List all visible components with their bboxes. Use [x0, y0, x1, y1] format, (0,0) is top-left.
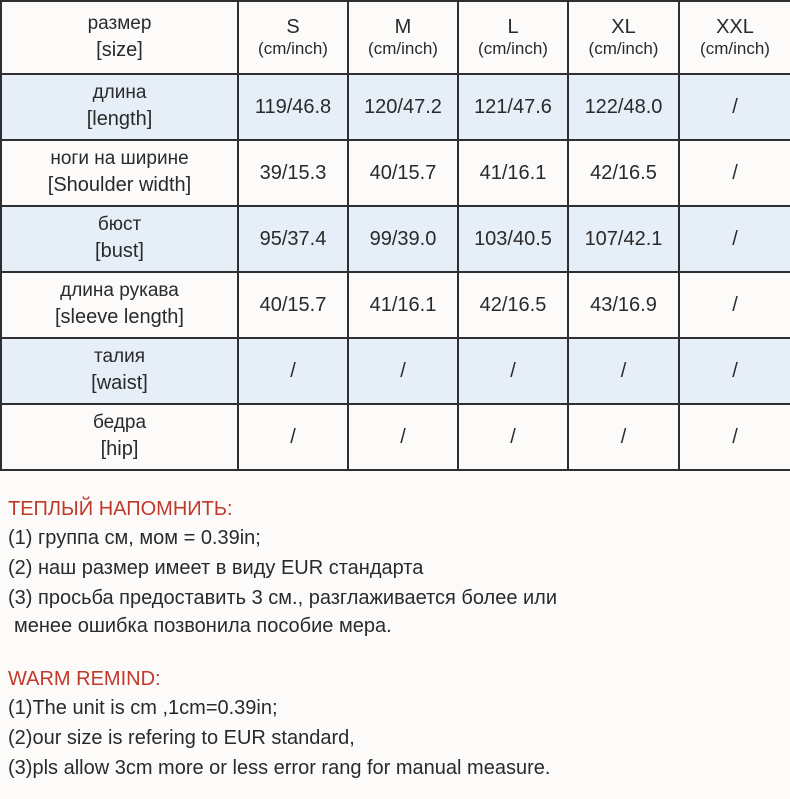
table-row-shoulder-width — [1, 140, 790, 206]
row-label — [1, 74, 238, 140]
notes-en-title: WARM REMIND: — [8, 668, 161, 690]
table-cell: / — [348, 404, 458, 470]
table-header-row — [1, 1, 790, 74]
row-label-en: [Shoulder width] — [47, 174, 192, 196]
table-cell: 122/48.0 — [568, 74, 679, 140]
table-cell: / — [458, 338, 568, 404]
row-label-ru: бюст — [97, 214, 142, 235]
size-unit: (cm/inch) — [588, 38, 659, 58]
row-label — [1, 404, 238, 470]
row-label — [1, 206, 238, 272]
row-label-en: [length] — [86, 108, 153, 130]
header-size-xxl — [679, 1, 790, 74]
table-cell: 40/15.7 — [348, 140, 458, 206]
table-cell: 43/16.9 — [568, 272, 679, 338]
header-label-en: [size] — [96, 38, 143, 61]
table-cell: / — [679, 206, 790, 272]
header-label-ru: размер — [87, 12, 152, 34]
table-cell: / — [238, 404, 348, 470]
header-size-label — [1, 1, 238, 74]
table-row-length — [1, 74, 790, 140]
header-size-l — [458, 1, 568, 74]
table-cell: / — [679, 338, 790, 404]
row-label-ru: длина — [92, 82, 147, 103]
table-cell: 40/15.7 — [238, 272, 348, 338]
table-row-hip — [1, 404, 790, 470]
size-name: XL — [611, 15, 636, 38]
table-cell: 39/15.3 — [238, 140, 348, 206]
size-unit: (cm/inch) — [478, 38, 548, 58]
table-cell: / — [348, 338, 458, 404]
notes-ru-line-1: (1) группа см, мом = 0.39in; — [8, 527, 261, 549]
row-label-en: [waist] — [91, 372, 148, 394]
table-cell: 99/39.0 — [348, 206, 458, 272]
table-cell: / — [679, 272, 790, 338]
table-cell: 107/42.1 — [568, 206, 679, 272]
row-label-en: [bust] — [95, 240, 144, 262]
notes-en-line-1: (1)The unit is cm ,1cm=0.39in; — [8, 697, 278, 719]
notes-en-line-2: (2)our size is refering to EUR standard, — [8, 727, 355, 749]
table-cell: 42/16.5 — [568, 140, 679, 206]
row-label — [1, 140, 238, 206]
size-name: XXL — [716, 15, 754, 38]
notes-ru-line-3: (3) просьба предоставить 3 см., разглаживается более или — [8, 587, 558, 609]
table-row-bust — [1, 206, 790, 272]
size-name: L — [507, 15, 519, 38]
table-cell: 41/16.1 — [348, 272, 458, 338]
table-cell: / — [679, 140, 790, 206]
row-label-en: [sleeve length] — [55, 306, 184, 328]
row-label-ru: талия — [93, 346, 146, 367]
table-cell: 41/16.1 — [458, 140, 568, 206]
table-cell: / — [568, 404, 679, 470]
notes-ru-title: ТЕПЛЫЙ НАПОМНИТЬ: — [8, 498, 233, 520]
row-label-ru: бедра — [92, 412, 147, 433]
size-name: S — [286, 15, 300, 38]
row-label — [1, 272, 238, 338]
size-unit: (cm/inch) — [700, 38, 770, 58]
notes-ru-line-4: менее ошибка позвонила пособие мера. — [14, 615, 392, 637]
header-size-m — [348, 1, 458, 74]
table-cell: / — [238, 338, 348, 404]
table-cell: / — [568, 338, 679, 404]
table-cell: / — [679, 74, 790, 140]
table-cell: 119/46.8 — [238, 74, 348, 140]
row-label-ru: ноги на ширине — [50, 148, 189, 169]
size-name: M — [394, 15, 412, 38]
notes-ru-line-2: (2) наш размер имеет в виду EUR стандарта — [8, 557, 424, 579]
size-unit: (cm/inch) — [368, 38, 438, 58]
table-row-waist — [1, 338, 790, 404]
table-cell: 103/40.5 — [458, 206, 568, 272]
size-unit: (cm/inch) — [258, 38, 328, 58]
table-cell: 95/37.4 — [238, 206, 348, 272]
table-cell: / — [679, 404, 790, 470]
table-cell: 42/16.5 — [458, 272, 568, 338]
table-row-sleeve-length — [1, 272, 790, 338]
table-cell: / — [458, 404, 568, 470]
notes-section — [8, 495, 783, 783]
table-cell: 120/47.2 — [348, 74, 458, 140]
row-label-en: [hip] — [100, 438, 139, 460]
row-label — [1, 338, 238, 404]
notes-en-line-3: (3)pls allow 3cm more or less error rang for manual measure. — [8, 757, 551, 779]
header-size-xl — [568, 1, 679, 74]
header-size-s — [238, 1, 348, 74]
row-label-ru: длина рукава — [60, 280, 179, 301]
table-cell: 121/47.6 — [458, 74, 568, 140]
